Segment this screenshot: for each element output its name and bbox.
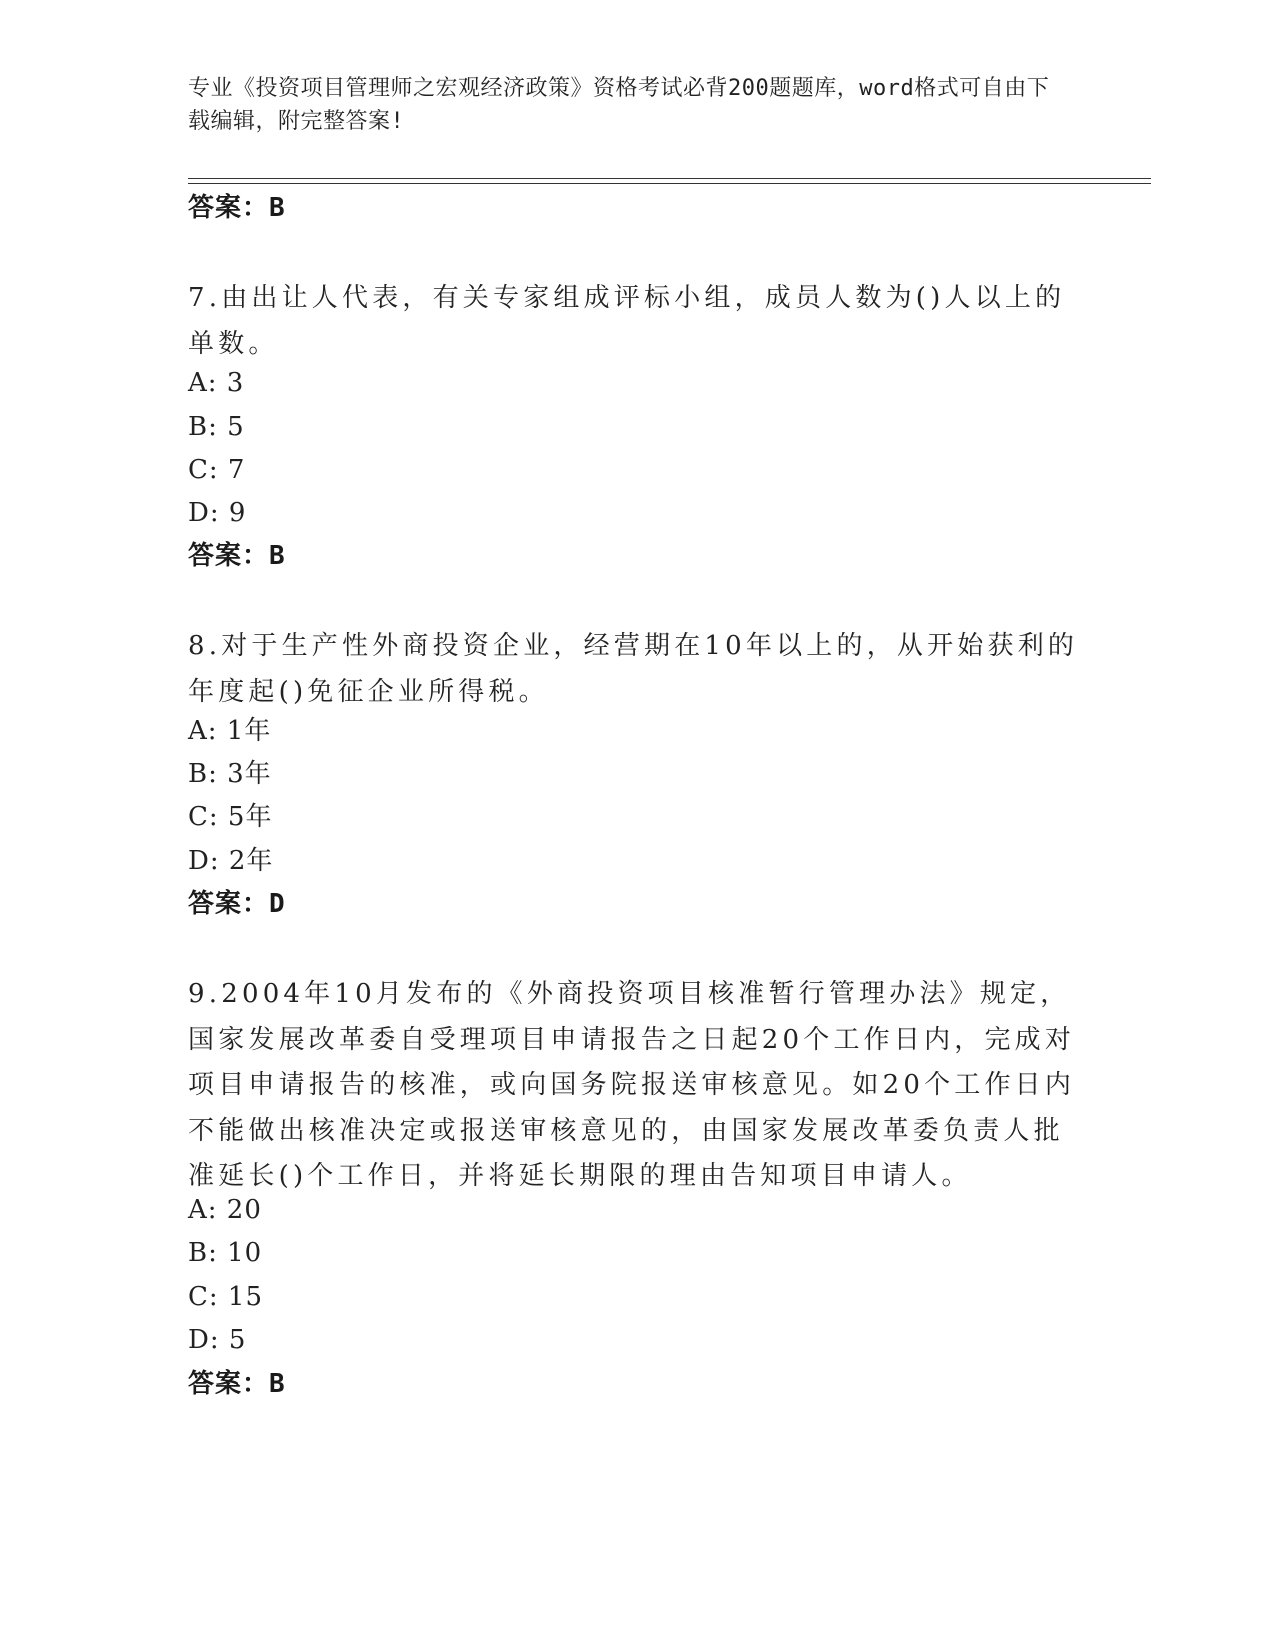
- question-8-text: 8.对于生产性外商投资企业，经营期在10年以上的，从开始获利的年度起()免征企业所得税。: [188, 631, 1079, 707]
- question-7-text: 7.由出让人代表，有关专家组成评标小组，成员人数为()人以上的单数。: [188, 283, 1066, 359]
- answer-line: 答案：B: [188, 193, 286, 223]
- question-9-text: 9.2004年10月发布的《外商投资项目核准暂行管理办法》规定，国家发展改革委自受理项目申请报告之日起20个工作日内，完成对项目申请报告的核准，或向国务院报送审核意见。如20个工作日内不能做出核准决定或报送审核意见的，由国家发展改革委负责人批准延长()个工作日，并将延长期限的理由告知项目申请人。: [188, 979, 1076, 1192]
- question-7-option-b: B: 5: [188, 412, 245, 442]
- question-8-option-a: A: 1年: [188, 716, 272, 746]
- question-9-option-c: C: 15: [188, 1282, 264, 1312]
- question-8-option-b: B: 3年: [188, 759, 272, 789]
- question-7-answer: 答案：B: [188, 541, 286, 571]
- question-7-option-c: C: 7: [188, 455, 246, 485]
- question-9-option-a: A: 20: [188, 1195, 262, 1225]
- header-divider-top: [188, 178, 1151, 179]
- question-9-answer: 答案：B: [188, 1369, 286, 1399]
- document-header: 专业《投资项目管理师之宏观经济政策》资格考试必背200题题库，word格式可自由下载编辑，附完整答案!: [188, 76, 1050, 134]
- question-7-option-a: A: 3: [188, 368, 245, 398]
- question-8-option-d: D: 2年: [188, 846, 274, 876]
- question-9-option-d: D: 5: [188, 1325, 247, 1355]
- header-divider-bottom: [188, 183, 1151, 184]
- question-9-option-b: B: 10: [188, 1238, 263, 1268]
- question-7-option-d: D: 9: [188, 498, 247, 528]
- question-8-option-c: C: 5年: [188, 802, 273, 832]
- question-8-answer: 答案：D: [188, 889, 286, 919]
